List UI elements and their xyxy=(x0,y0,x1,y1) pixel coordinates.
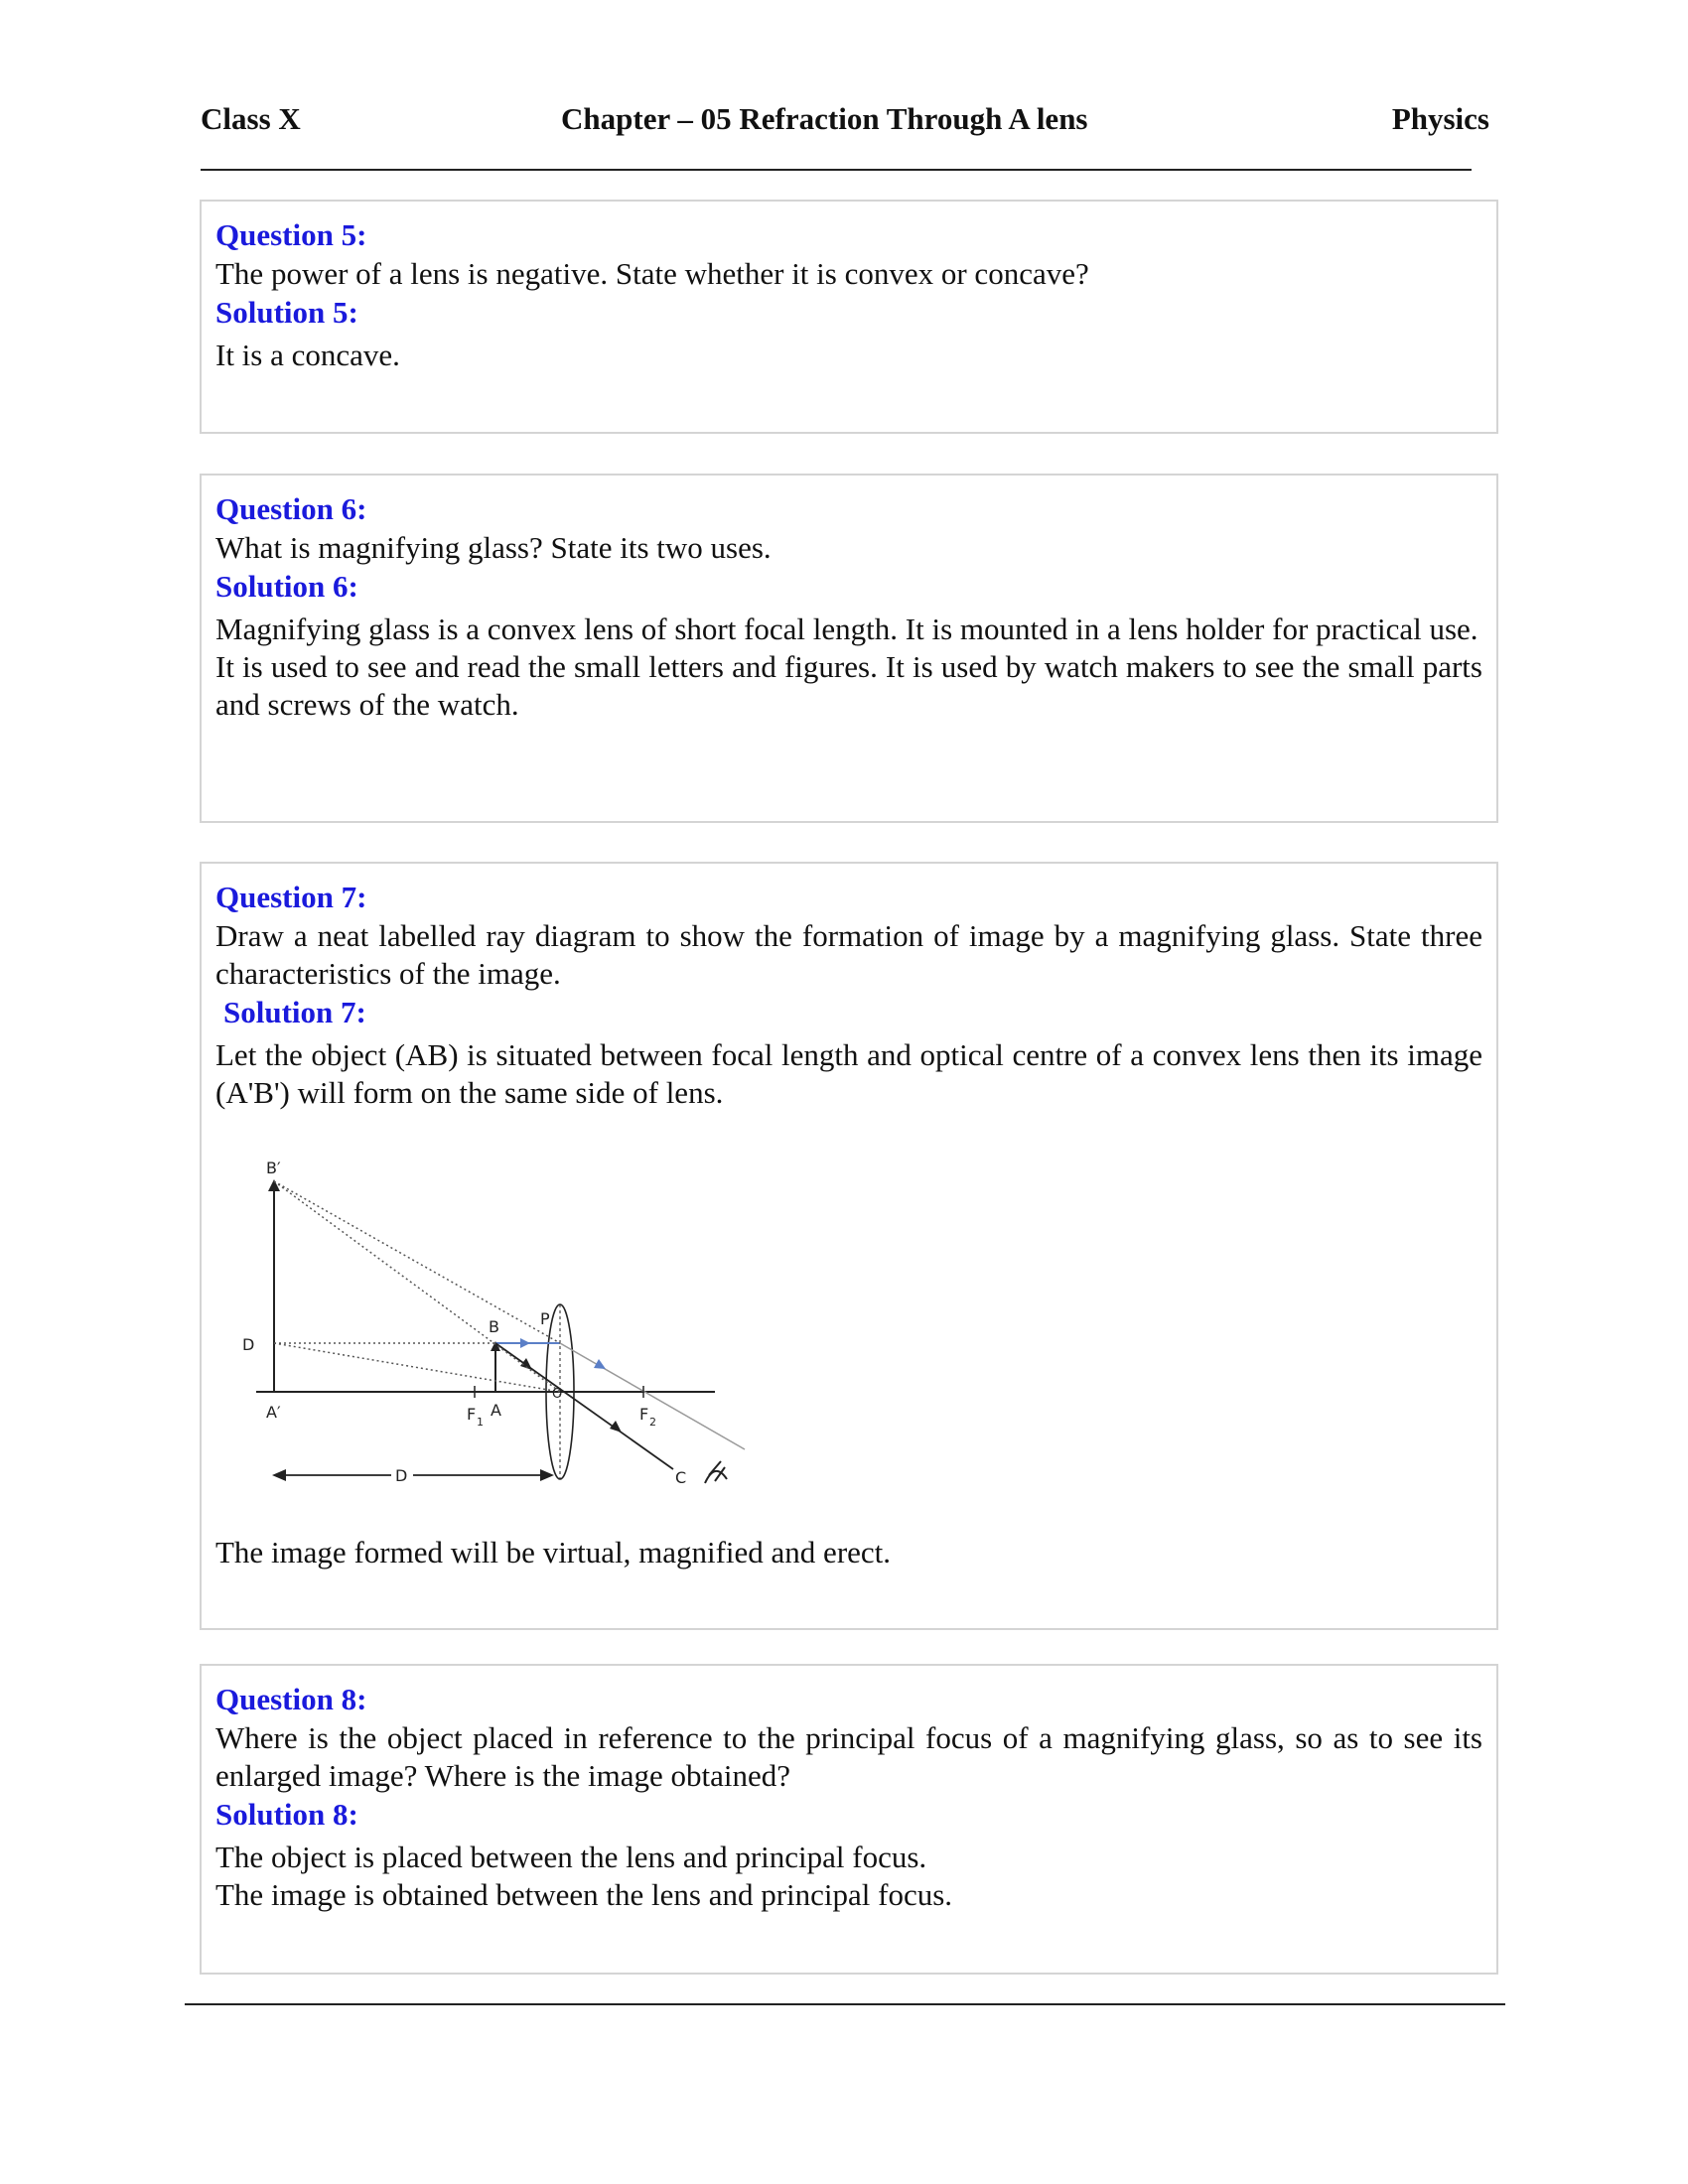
question-text: Where is the object placed in reference to the principal focus of a magnifying glass, so as to see its enlarged image? Where is the image obtained? xyxy=(215,1720,1482,1793)
label-d-left: D xyxy=(242,1335,255,1354)
solution-label: Solution 5: xyxy=(215,295,358,330)
eye-icon xyxy=(705,1461,727,1483)
solution-text: The image is obtained between the lens and principal focus. xyxy=(215,1877,953,1912)
back-extension xyxy=(274,1181,560,1392)
back-extension xyxy=(274,1343,560,1392)
question-box-6 xyxy=(200,474,1498,823)
image-characteristics-text: The image formed will be virtual, magnified and erect. xyxy=(215,1535,892,1570)
question-text: The power of a lens is negative. State whether it is convex or concave? xyxy=(215,256,1089,291)
label-p: P xyxy=(540,1309,550,1328)
question-label: Question 5: xyxy=(215,217,367,252)
question-box-5 xyxy=(200,200,1498,434)
page-header xyxy=(201,97,1489,141)
ray-diagram xyxy=(232,1152,759,1499)
label-f1: F xyxy=(467,1405,477,1424)
ray-arrowhead xyxy=(610,1421,622,1433)
question-box-8 xyxy=(200,1664,1498,1975)
label-f1-sub: 1 xyxy=(477,1416,484,1429)
footer-divider xyxy=(185,2003,1505,2005)
question-label: Question 6: xyxy=(215,491,367,526)
label-f2-sub: 2 xyxy=(649,1416,656,1429)
label-f2: F xyxy=(639,1405,649,1424)
solution-label: Solution 6: xyxy=(215,569,358,604)
label-d-bottom: D xyxy=(395,1466,408,1485)
label-b-prime: B′ xyxy=(266,1159,281,1177)
back-extension xyxy=(274,1181,560,1343)
distance-arrowhead xyxy=(540,1469,554,1481)
label-c: C xyxy=(675,1468,687,1487)
solution-label: Solution 8: xyxy=(215,1797,358,1832)
header-class: Class X xyxy=(201,101,301,136)
solution-text: The object is placed between the lens and principal focus. xyxy=(215,1840,927,1874)
header-subject: Physics xyxy=(1391,101,1489,136)
solution-text: It is a concave. xyxy=(215,338,400,372)
header-divider xyxy=(201,169,1472,171)
label-a-prime: A′ xyxy=(266,1403,281,1422)
solution-text: It is used to see and read the small letters and figures. It is used by watch makers to see the small parts and screws of the watch. xyxy=(215,649,1482,722)
label-b: B xyxy=(489,1317,499,1336)
refracted-ray xyxy=(560,1343,745,1449)
question-label: Question 8: xyxy=(215,1682,367,1716)
question-text: Draw a neat labelled ray diagram to show the formation of image by a magnifying glass. State three characteristics of the image. xyxy=(215,918,1482,991)
solution-label: Solution 7: xyxy=(223,995,366,1029)
solution-text: Let the object (AB) is situated between focal length and optical centre of a convex lens then its image (A'B') will form on the same side of lens. xyxy=(215,1037,1482,1110)
ray-arrowhead xyxy=(520,1338,530,1348)
header-chapter-title: Chapter – 05 Refraction Through A lens xyxy=(561,101,1088,136)
question-label: Question 7: xyxy=(215,880,367,914)
label-a: A xyxy=(491,1401,501,1420)
label-o: O xyxy=(552,1387,563,1402)
question-text: What is magnifying glass? State its two uses. xyxy=(215,530,772,565)
solution-text: Magnifying glass is a convex lens of short focal length. It is mounted in a lens holder for practical use. xyxy=(215,612,1478,646)
distance-arrowhead xyxy=(272,1469,286,1481)
